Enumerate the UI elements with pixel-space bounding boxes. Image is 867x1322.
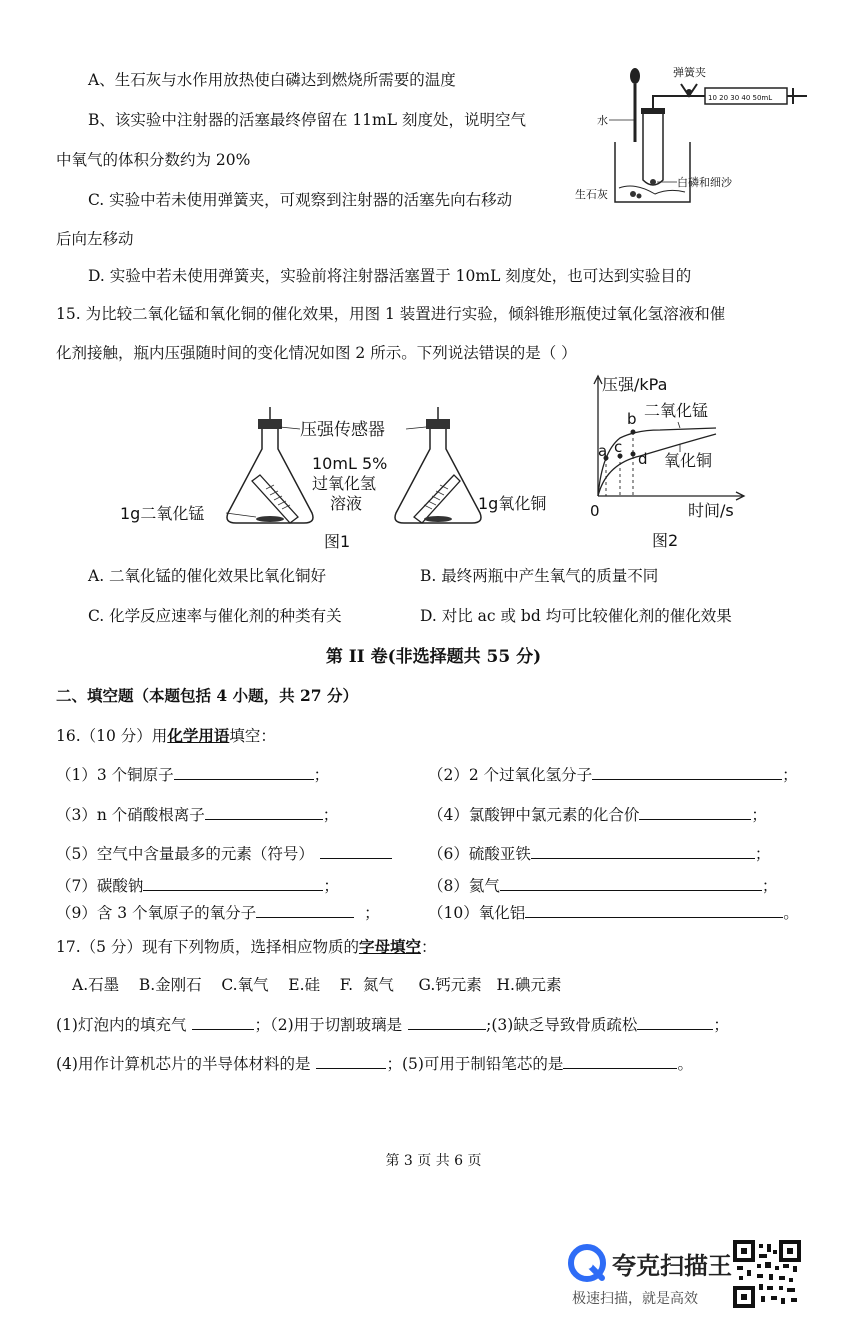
- q14-option-b-line2: 中氧气的体积分数约为 20%: [56, 151, 251, 169]
- q16-item-1-blank[interactable]: [174, 765, 314, 780]
- q17-item-3-label: ;(3)缺乏导致骨质疏松: [486, 1016, 638, 1034]
- q16-stem: [56, 726, 276, 746]
- q16-item-9: [56, 903, 380, 923]
- q15-option-b: B. 最终两瓶中产生氧气的质量不同: [420, 567, 659, 585]
- q17-options: A.石墨 B.金刚石 C.氧气 E.硅 F. 氮气 G.钙元素 H.碘元素: [72, 976, 562, 994]
- figure-2-series-cuo: 氧化铜: [664, 451, 713, 470]
- q16-item-8-blank[interactable]: [500, 876, 762, 891]
- figure-2-point-d: d: [638, 450, 648, 468]
- q14-option-b-line1: B、该实验中注射器的活塞最终停留在 11mL 刻度处，说明空气: [88, 111, 526, 129]
- q17-period: 。: [677, 1055, 693, 1073]
- q15-figure-1: [120, 405, 560, 555]
- label-solution-line3: 溶液: [330, 494, 363, 513]
- figure-2-point-c: c: [614, 438, 623, 456]
- q16-semicolon: ；: [782, 766, 798, 784]
- q17-semicolon: ；: [713, 1016, 729, 1034]
- q17-stem: [56, 937, 436, 957]
- q14-apparatus-figure: [575, 62, 810, 212]
- q16-item-3: [56, 805, 338, 825]
- section-2-title: 第 II 卷(非选择题共 55 分): [325, 647, 542, 667]
- q17-item-4-blank[interactable]: [316, 1054, 386, 1069]
- figure-2-ylabel: 压强/kPa: [602, 375, 668, 394]
- q17-stem-underlined: 字母填空: [358, 937, 421, 956]
- q16-item-4-label: （4）氯酸钾中氯元素的化合价: [428, 806, 640, 824]
- q14-option-d: D. 实验中若未使用弹簧夹，实验前将注射器活塞置于 10mL 刻度处，也可达到实验目的: [88, 267, 692, 285]
- q15-option-d: D. 对比 ac 或 bd 均可比较催化剂的催化效果: [420, 607, 732, 625]
- label-quicklime: 生石灰: [575, 188, 608, 201]
- label-solution-line1: 10mL 5%: [312, 454, 388, 473]
- label-spring-clip: 弹簧夹: [673, 66, 706, 79]
- q16-item-2-blank[interactable]: [592, 765, 782, 780]
- q16-semicolon: ；: [364, 904, 380, 922]
- q16-item-7-blank[interactable]: [143, 876, 323, 891]
- q16-semicolon: ；: [751, 806, 767, 824]
- q16-semicolon: ；: [761, 877, 778, 895]
- qr-code-icon: [733, 1240, 801, 1308]
- figure-2-point-b: b: [627, 410, 637, 428]
- q15-stem-line2: 化剂接触，瓶内压强随时间的变化情况如图 2 所示。下列说法错误的是（ ）: [56, 344, 577, 362]
- q15-figure-2: [580, 372, 760, 552]
- label-cuo: 1g氧化铜: [478, 494, 547, 513]
- q16-item-1: [56, 765, 329, 785]
- figure-2-series-mno2: 二氧化锰: [644, 401, 709, 420]
- q16-stem-underlined: 化学用语: [167, 726, 230, 745]
- q16-item-2-label: （2）2 个过氧化氢分子: [428, 766, 593, 784]
- q17-item-4-label: (4)用作计算机芯片的半导体材料的是: [56, 1055, 311, 1073]
- scanner-brand: 夸克扫描王: [612, 1252, 732, 1280]
- q16-item-9-label: （9）含 3 个氧原子的氧分子: [56, 904, 257, 922]
- q16-item-10-blank[interactable]: [525, 903, 783, 918]
- scanner-slogan: 极速扫描，就是高效: [572, 1291, 698, 1307]
- label-water: 水: [597, 114, 608, 127]
- q16-item-5-label: （5）空气中含量最多的元素（符号）: [56, 845, 314, 863]
- q14-option-c-line2: 后向左移动: [56, 230, 134, 248]
- q17-item-3-blank[interactable]: [637, 1015, 713, 1030]
- q16-item-7: [56, 876, 339, 896]
- q17-item-5-label: ；(5)可用于制铅笔芯的是: [386, 1055, 564, 1073]
- q16-item-5: [56, 844, 392, 864]
- q16-item-8: [428, 876, 777, 896]
- q16-item-5-blank[interactable]: [320, 844, 392, 859]
- syringe-scale: 10 20 30 40 50mL: [708, 94, 773, 102]
- q14-option-a: A、生石灰与水作用放热使白磷达到燃烧所需要的温度: [88, 71, 456, 89]
- q16-item-10: [428, 903, 799, 923]
- q14-option-c-line1: C. 实验中若未使用弹簧夹，可观察到注射器的活塞先向右移动: [88, 191, 513, 209]
- figure-2-origin: 0: [590, 502, 600, 520]
- q17-stem-pre: 17.（5 分）现有下列物质，选择相应物质的: [56, 938, 359, 956]
- q17-item-5-blank[interactable]: [563, 1054, 677, 1069]
- figure-2-point-a: a: [598, 442, 608, 460]
- q16-semicolon: ；: [754, 845, 771, 863]
- q17-stem-post: ：: [420, 938, 437, 956]
- label-mno2: 1g二氧化锰: [120, 504, 205, 523]
- q17-line-1: [56, 1015, 729, 1035]
- q16-item-6-blank[interactable]: [531, 844, 755, 859]
- q17-item-1-label: (1)灯泡内的填充气: [56, 1016, 187, 1034]
- q16-item-1-label: （1）3 个铜原子: [56, 766, 174, 784]
- label-pressure-sensor: 压强传感器: [300, 420, 385, 440]
- q15-option-a: A. 二氧化锰的催化效果比氧化铜好: [88, 567, 327, 585]
- q16-item-10-label: （10）氧化铝: [428, 904, 526, 922]
- q17-item-2-label: ；（2)用于切割玻璃是: [254, 1016, 403, 1034]
- q16-semicolon: ；: [313, 766, 330, 784]
- q16-item-7-label: （7）碳酸钠: [56, 877, 144, 895]
- label-solution-line2: 过氧化氢: [312, 474, 377, 493]
- q16-semicolon: ；: [322, 806, 339, 824]
- section-2-part-heading: 二、填空题（本题包括 4 小题，共 27 分）: [56, 686, 358, 705]
- label-phosphorus: 白磷和细沙: [677, 176, 732, 189]
- q16-stem-pre: 16.（10 分）用: [56, 727, 168, 745]
- q16-period: 。: [783, 904, 799, 922]
- q16-item-4-blank[interactable]: [639, 805, 751, 820]
- q16-item-9-blank[interactable]: [256, 903, 354, 918]
- q17-line-2: [56, 1054, 693, 1074]
- q16-item-2: [428, 765, 798, 785]
- q16-item-8-label: （8）氦气: [428, 877, 500, 895]
- q16-item-6-label: （6）硫酸亚铁: [428, 845, 531, 863]
- q16-item-3-blank[interactable]: [205, 805, 323, 820]
- scanner-logo-icon: [568, 1244, 606, 1282]
- q16-semicolon: ；: [323, 877, 339, 895]
- q16-item-6: [428, 844, 770, 864]
- q16-stem-post: 填空：: [229, 727, 276, 745]
- q16-item-4: [428, 805, 767, 825]
- q15-stem-line1: 15. 为比较二氧化锰和氧化铜的催化效果，用图 1 装置进行实验，倾斜锥形瓶使过氧化氢溶液和催: [56, 305, 726, 323]
- figure-2-xlabel: 时间/s: [688, 501, 734, 520]
- q17-item-2-blank[interactable]: [408, 1015, 486, 1030]
- q17-item-1-blank[interactable]: [192, 1015, 254, 1030]
- figure-2-caption: 图2: [652, 531, 679, 550]
- page-footer: 第 3 页 共 6 页: [385, 1153, 482, 1169]
- figure-1-caption: 图1: [324, 532, 351, 551]
- q16-item-3-label: （3）n 个硝酸根离子: [56, 806, 205, 824]
- q15-option-c: C. 化学反应速率与催化剂的种类有关: [88, 607, 342, 625]
